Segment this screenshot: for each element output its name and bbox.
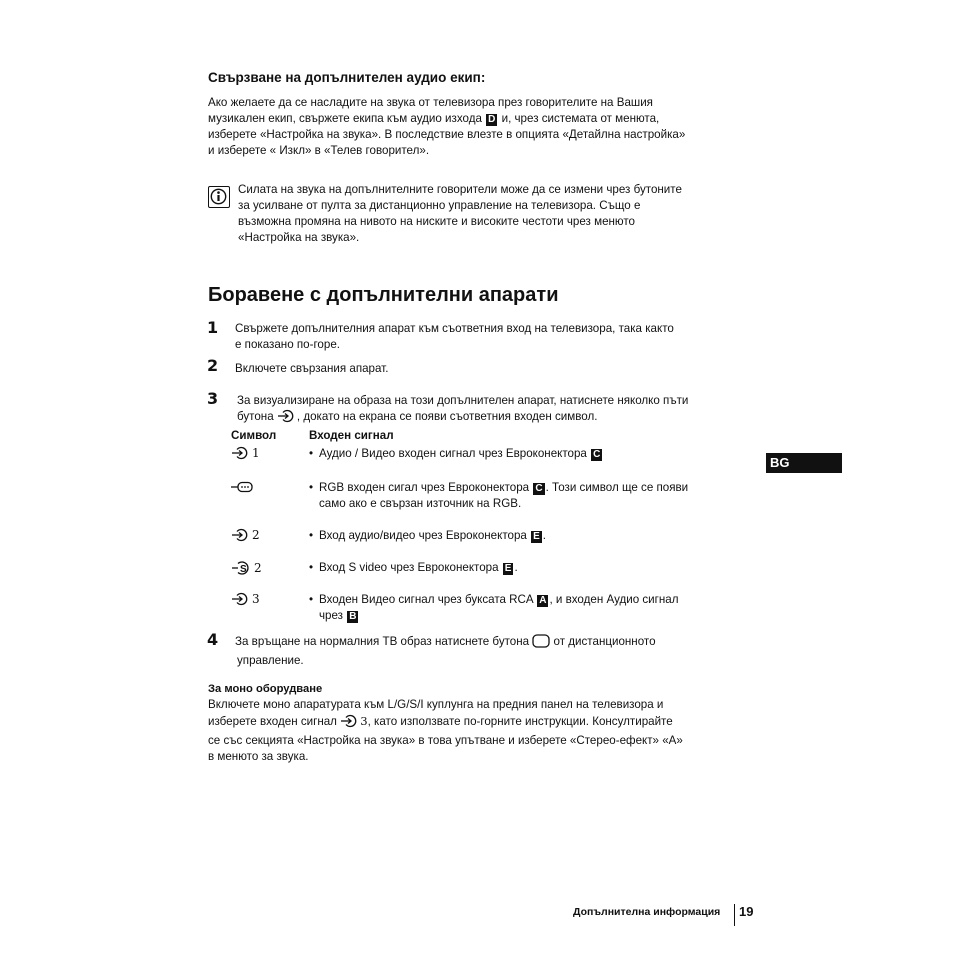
mono-paragraph: Включете моно апаратурата към L/G/S/I куплунга на предния панел на телевизора и изберете входен сигнал 3, като използвате по-горните инструкции. Консултирайте се със секцията «Настройка на звука» в това упътване и изберете «Стерео-ефект» «А» в менюто за звука. (208, 698, 683, 763)
page-number: 19 (739, 904, 754, 919)
page-heading: Боравене с допълнителни апарати (208, 284, 559, 306)
step-text: Свържете допълнителния апарат към съответния вход на телевизора, така както е показано по-горе. (235, 322, 674, 351)
input-arrow-icon (231, 592, 251, 606)
signal-cell: • RGB входен сигал чрез Евроконектора C . Този символ ще се появи само ако е свързан източник на RGB. (309, 481, 689, 510)
paragraph-line: музикален екип, свържете екипа към аудио изхода D и, чрез системата от менюта, (208, 112, 660, 125)
connector-c-badge: C (535, 483, 543, 494)
connector-e-badge: E (533, 531, 540, 542)
symbol-cell: 1 (231, 446, 260, 460)
symbol-cell: 3 (231, 592, 260, 606)
connector-d-badge: D (488, 114, 496, 125)
svg-text:S: S (240, 564, 247, 575)
connector-b-badge: B (349, 611, 357, 622)
note-text: Силата на звука на допълнителните говорители може да се измени чрез бутоните за усилване от пулта за дистанционно управление на телевизора. Също е възможна промяна на нивото на ниските и високите честоти чрез менюто «Настройка на звука». (238, 183, 682, 244)
step-number: 1 (207, 318, 219, 337)
input-arrow-icon (231, 446, 251, 460)
rgb-input-icon (231, 480, 255, 494)
step-text: Включете свързания апарат. (235, 362, 389, 375)
footer-section-label: Допълнителна информация (573, 906, 721, 918)
symbol-cell (231, 480, 255, 494)
step-number: 4 (207, 630, 219, 649)
language-badge: BG (766, 453, 842, 473)
signal-cell: • Аудио / Видео входен сигнал чрез Евроконектора C (309, 447, 601, 460)
paragraph-line: Ако желаете да се насладите на звука от телевизора през говорителите на Вашия (208, 96, 653, 109)
s-video-input-icon (231, 560, 253, 576)
signal-cell: • Вход S video чрез Евроконектора E . (309, 561, 518, 574)
tv-button-icon (532, 634, 550, 653)
input-arrow-icon (231, 528, 251, 542)
step-number: 3 (207, 389, 219, 408)
section-paragraph (208, 95, 768, 159)
input-button-icon (277, 409, 297, 428)
info-icon (208, 186, 230, 208)
input-arrow-icon (340, 714, 360, 733)
paragraph-line: и изберете « Изкл» в «Телев говорител». (208, 144, 430, 157)
connector-e-badge: E (504, 563, 512, 574)
symbol-cell: 2 (231, 528, 260, 542)
step-text: За визуализиране на образа на този допълнителен апарат, натиснете няколко пъти бутона , докато на екрана се появи съответния входен символ. (237, 393, 688, 428)
step-text: За връщане на нормалния ТВ образ натиснете бутона от дистанционното управление. (235, 635, 656, 667)
connector-c-badge: C (593, 449, 601, 460)
section-title: Свързване на допълнителен аудио екип: (208, 70, 486, 85)
table-header-symbol: Символ (231, 429, 277, 442)
footer-divider (734, 904, 735, 926)
symbol-cell: S 2 (231, 560, 262, 576)
step-number: 2 (207, 356, 219, 375)
table-header-signal: Входен сигнал (309, 429, 394, 442)
paragraph-line: изберете «Настройка на звука». В последствие влезте в опцията «Детайлна настройка» (208, 128, 686, 141)
signal-cell: • Входен Видео сигнал чрез буксата RCA A , и входен Аудио сигнал чрез B (309, 593, 679, 622)
connector-a-badge: A (539, 595, 547, 606)
mono-title: За моно оборудване (208, 683, 323, 695)
signal-cell: • Вход аудио/видео чрез Евроконектора E . (309, 529, 546, 542)
